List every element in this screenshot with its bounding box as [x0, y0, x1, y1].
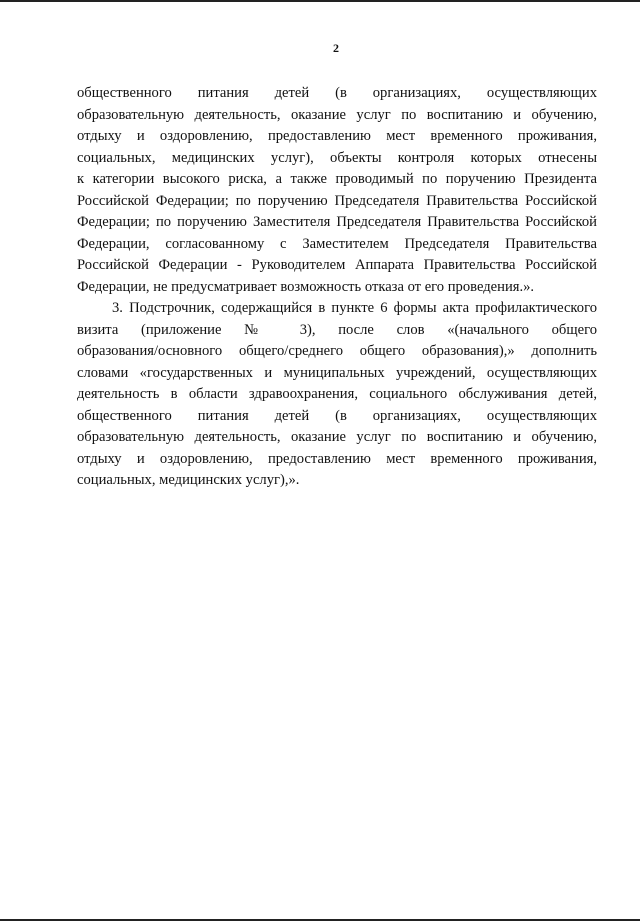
text-line: социальных, медицинских услуг),». [77, 472, 300, 488]
text-line: образования/основного общего/среднего общего образования),» дополнить [77, 343, 597, 359]
text-line: отдыху и оздоровлению, предоставлению мест временного проживания, [77, 450, 597, 467]
text-line: к категории высокого риска, а также проводимый по поручению Президента [77, 171, 597, 187]
text-line: визита (приложение № 3), после слов «(начального общего [77, 321, 597, 338]
text-line: деятельность в области здравоохранения, социального обслуживания детей, [77, 386, 597, 402]
text-line: 3. Подстрочник, содержащийся в пункте 6 формы акта профилактического [112, 300, 597, 316]
page-number: 2 [333, 41, 339, 55]
text-line: словами «государственных и муниципальных учреждений, осуществляющих [77, 364, 597, 381]
text-line: общественного питания детей (в организациях, осуществляющих [77, 407, 597, 424]
text-line: социальных, медицинских услуг), объекты контроля которых отнесены [77, 149, 597, 166]
text-line: образовательную деятельность, оказание услуг по воспитанию и обучению, [77, 429, 597, 445]
text-line: Федерации, согласованному с Заместителем Председателя Правительства [77, 235, 597, 252]
text-line: Федерации, не предусматривает возможность отказа от его проведения.». [77, 278, 535, 295]
document-body [77, 83, 597, 492]
text-line: Федерации; по поручению Заместителя Председателя Правительства Российской [77, 214, 597, 230]
text-line: Российской Федерации; по поручению Председателя Правительства Российской [77, 192, 597, 209]
page-top-edge [0, 0, 640, 2]
text-line: общественного питания детей (в организациях, осуществляющих [77, 85, 597, 101]
text-line: образовательную деятельность, оказание услуг по воспитанию и обучению, [77, 106, 597, 123]
text-line: отдыху и оздоровлению, предоставлению мест временного проживания, [77, 128, 597, 144]
text-line: Российской Федерации - Руководителем Аппарата Правительства Российской [77, 257, 597, 273]
